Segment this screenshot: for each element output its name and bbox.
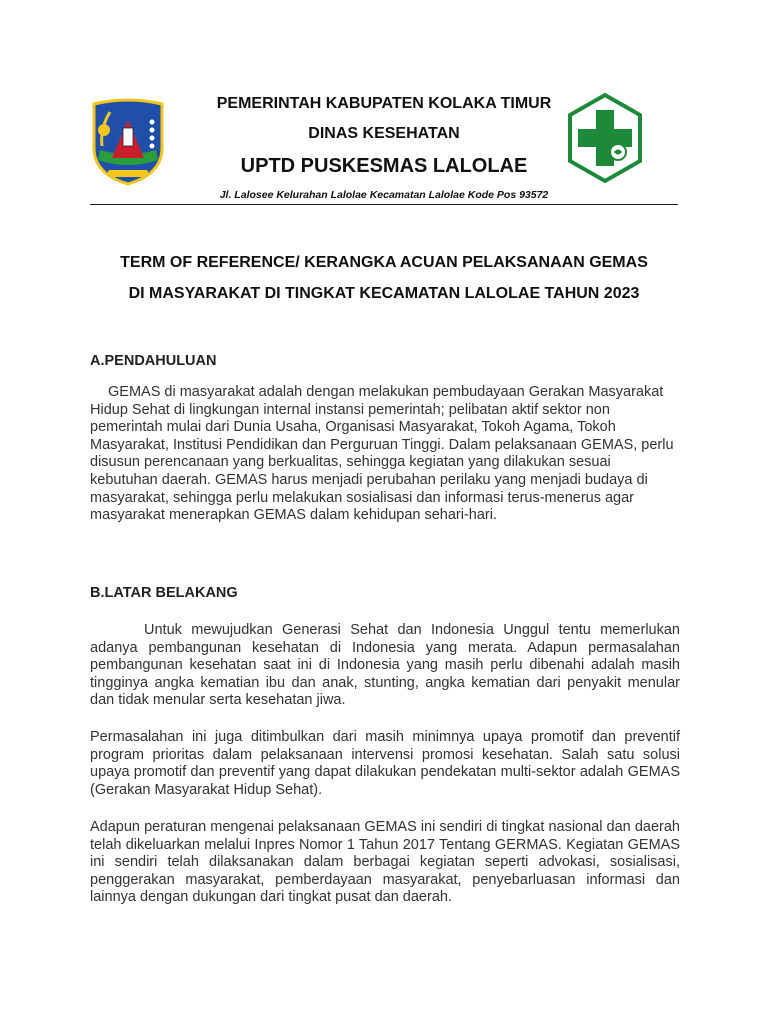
section-b-heading: B.LATAR BELAKANG [90,585,238,601]
header-divider [90,204,678,205]
document-title-line2: DI MASYARAKAT DI TINGKAT KECAMATAN LALOLAE TAHUN 2023 [128,285,640,302]
section-b-paragraph-1: Untuk mewujudkan Generasi Sehat dan Indonesia Unggul tentu memerlukan adanya pembangunan kesehatan di Indonesia yang merata. Adapun permasalahan pembangunan kesehatan saat ini di Indonesia yang masih perlu dibenahi adalah masih tingginya angka kematian ibu dan anak, stunting, angka kematian dari penyakit menular dan tidak menular serta kesehatan jiwa. [90,622,680,709]
document-title-line1: TERM OF REFERENCE/ KERANGKA ACUAN PELAKSANAAN GEMAS [120,254,648,271]
header-department-line: DINAS KESEHATAN [308,125,460,142]
section-b-paragraph-2: Permasalahan ini juga ditimbulkan dari masih minimnya upaya promotif dan preventif program prioritas dalam pelaksanaan intervensi promosi kesehatan. Salah satu solusi upaya promotif dan preventif yang dapat dilakukan pendekatan multi-sektor adalah GEMAS (Gerakan Masyarakat Hidup Sehat). [90,729,680,798]
header-government-line: PEMERINTAH KABUPATEN KOLAKA TIMUR [216,95,552,112]
section-a-heading: A.PENDAHULUAN [90,353,217,369]
section-b-paragraph-3: Adapun peraturan mengenai pelaksanaan GEMAS ini sendiri di tingkat nasional dan daerah telah dikeluarkan melalui Inpres Nomor 1 Tahun 2017 Tentang GERMAS. Kegiatan GEMAS ini sendiri telah dilaksanakan dalam berbagai kegiatan seperti advokasi, sosialisasi, penggerakan masyarakat, pemberdayaan masyarakat, penyebarluasan informasi dan lainnya dengan dukungan dari tingkat pusat dan daerah. [90,819,680,906]
header-address: Jl. Lalosee Kelurahan Lalolae Kecamatan Lalolae Kode Pos 93572 [219,189,549,201]
header-office-name: UPTD PUSKESMAS LALOLAE [240,155,528,177]
section-a-paragraph: GEMAS di masyarakat adalah dengan melakukan pembudayaan Gerakan Masyarakat Hidup Sehat di lingkungan internal instansi pemerintah; pelibatan aktif sektor non pemerintah mulai dari Dunia Usaha, Organisasi Masyarakat, Tokoh Agama, Tokoh Masyarakat, Institusi Pendidikan dan Perguruan Tinggi. Dalam pelaksanaan GEMAS, perlu disusun perencanaan yang berkualitas, sehingga kegiatan yang dilakukan sesuai kebutuhan daerah. GEMAS harus menjadi perubahan perilaku yang menjadi budaya di masyarakat, sehingga perlu melakukan sosialisasi dan informasi terus-menerus agar masyarakat menerapkan GEMAS dalam kehidupan sehari-hari. [90,384,674,524]
